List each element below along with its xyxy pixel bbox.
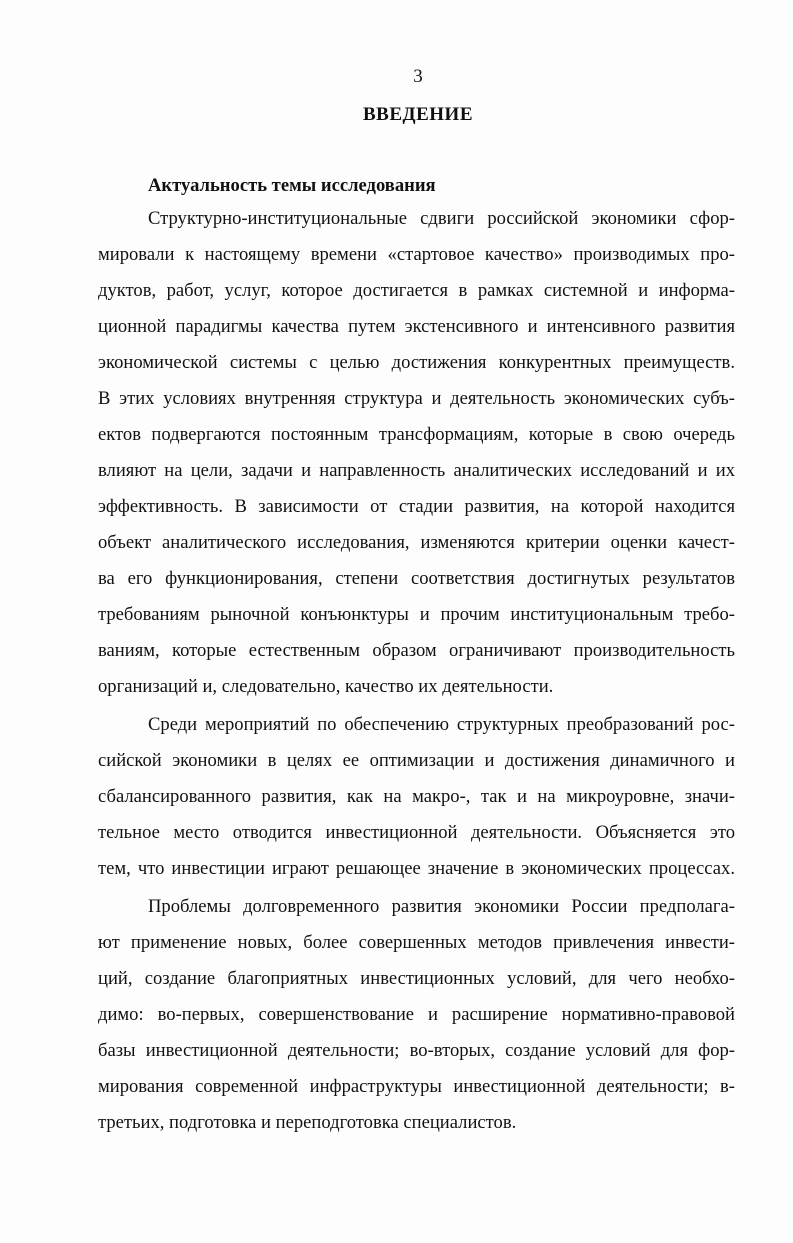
paragraph-line: мирования современной инфраструктуры инвестиционной деятельности; в- [98,1076,735,1097]
section-heading: Актуальность темы исследования [148,175,436,196]
paragraph-line: Среди мероприятий по обеспечению структурных преобразований рос- [148,714,735,735]
page-title: ВВЕДЕНИЕ [363,104,473,125]
paragraph-line: базы инвестиционной деятельности; во-вторых, создание условий для фор- [98,1040,735,1061]
paragraph-line: сбалансированного развития, как на макро-, так и на микроуровне, значи- [98,786,735,807]
paragraph-line: ций, создание благоприятных инвестиционных условий, для чего необхо- [98,968,735,989]
paragraph-line: димо: во-первых, совершенствование и расширение нормативно-правовой [98,1004,735,1025]
paragraph-line: организаций и, следовательно, качество их деятельности. [98,676,554,697]
paragraph-line: ют применение новых, более совершенных методов привлечения инвести- [98,932,735,953]
paragraph-line: ва его функционирования, степени соответствия достигнутых результатов [98,568,735,589]
paragraph-line: Структурно-институциональные сдвиги российской экономики сфор- [148,208,735,229]
paragraph-line: ваниям, которые естественным образом ограничивают производительность [98,640,735,661]
paragraph-line: мировали к настоящему времени «стартовое качество» производимых про- [98,244,735,265]
paragraph-line: дуктов, работ, услуг, которое достигается в рамках системной и информа- [98,280,735,301]
paragraph-line: сийской экономики в целях ее оптимизации и достижения динамичного и [98,750,735,771]
paragraph-line: третьих, подготовка и переподготовка специалистов. [98,1112,517,1133]
paragraph-line: ционной парадигмы качества путем экстенсивного и интенсивного развития [98,316,735,337]
paragraph-line: тем, что инвестиции играют решающее значение в экономических процессах. [98,858,735,879]
paragraph-line: Проблемы долговременного развития экономики России предполага- [148,896,735,917]
paragraph-line: ектов подвергаются постоянным трансформациям, которые в свою очередь [98,424,735,445]
paragraph-line: эффективность. В зависимости от стадии развития, на которой находится [98,496,735,517]
page-number: 3 [413,66,423,87]
paragraph-line: тельное место отводится инвестиционной деятельности. Объясняется это [98,822,735,843]
paragraph-line: экономической системы с целью достижения конкурентных преимуществ. [98,352,735,373]
paragraph-line: требованиям рыночной конъюнктуры и прочим институциональным требо- [98,604,735,625]
paragraph-line: объект аналитического исследования, изменяются критерии оценки качест- [98,532,735,553]
paragraph-line: влияют на цели, задачи и направленность аналитических исследований и их [98,460,735,481]
paragraph-line: В этих условиях внутренняя структура и деятельность экономических субъ- [98,388,735,409]
